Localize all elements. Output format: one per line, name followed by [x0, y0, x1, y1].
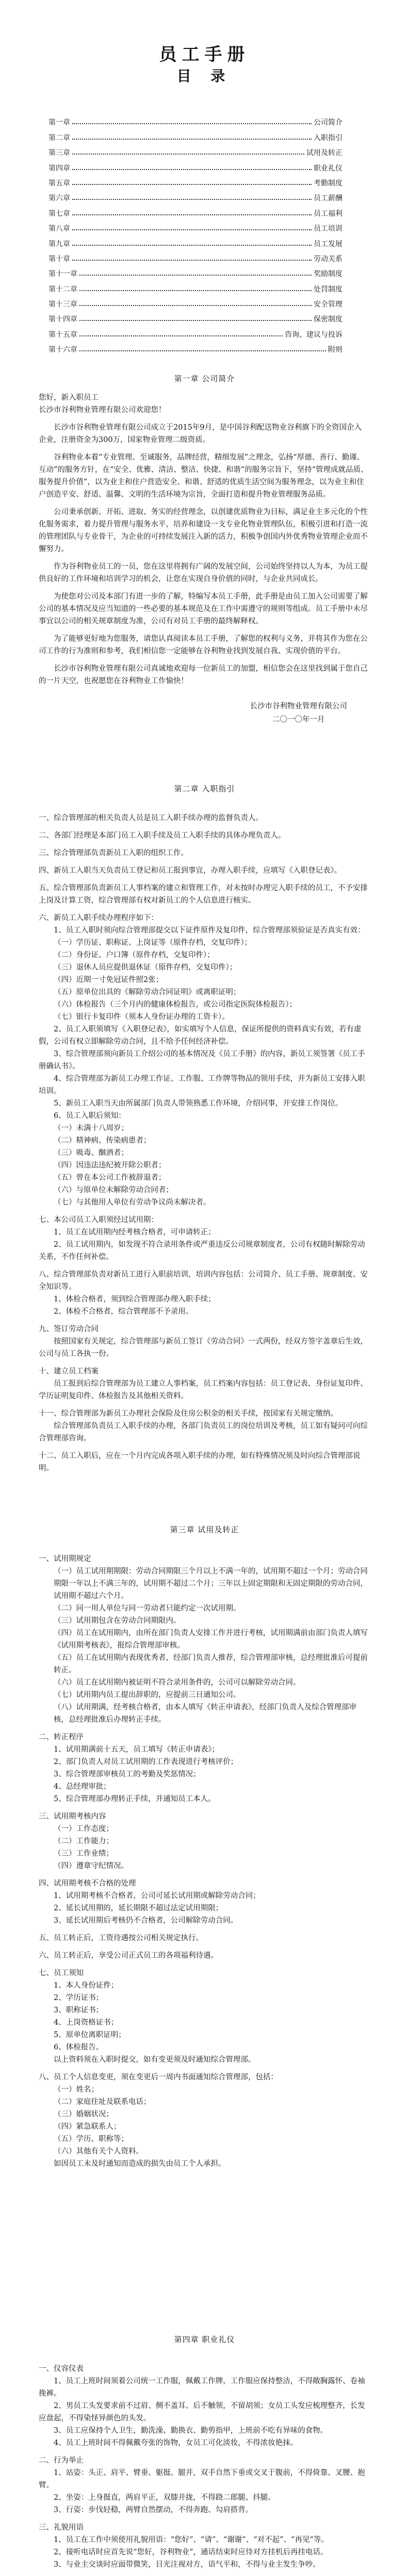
- toc-chapter-name: 处罚制度: [314, 285, 342, 294]
- body-line: （一）姓名；: [54, 2086, 99, 2094]
- paragraph: 为了能够更好地为您服务，请您认真阅读本员工手册，了解您的权利与义务，并将其作为您在公司工作的行为准则和参考，我们相信您一定能够在谷利物业找到发展自我、实现价值的平台。: [39, 635, 368, 655]
- paragraph: 为使您对公司及本部门有进一步的了解，特编写本员工手册，此手册是由员工加入公司需要了解公司的基本情况及应当知道的一些必要的基本规范及在工作中需遵守的规则等组成。员工手册中未尽事宜以公司的相关规章制度为准，公司有对员工手册的最终解释权。: [39, 592, 368, 625]
- toc-entry[interactable]: [48, 158, 342, 173]
- body-line: 2、男员工头发要求前不过眉、侧不盖耳、后不触领，不留胡须；女员工头发应梳理整齐，长发应盘起，不得染怪异颜色的头发。: [39, 2402, 365, 2422]
- toc-chapter-number: 第十四章: [48, 315, 77, 324]
- section-heading: 五、综合管理部负责新员工人事档案的建立和管理工作，对未按时办理完入职手续的员工，不予安排上岗及计算工资，综合管理部有权对新员工的个人信息进行核实。: [39, 884, 368, 905]
- toc-chapter-name: 安全管理: [314, 300, 342, 309]
- paragraph: 长沙市谷利物业管理有限公司成立于2015年9月，是中国谷利配送物业谷利旗下的全资国企入企业，注册资金为300万，国家物业管理二级资质。: [39, 423, 362, 444]
- toc-leader-dots: [72, 184, 312, 185]
- toc-chapter-number: 第十章: [48, 255, 70, 263]
- toc-chapter-number: 第十二章: [48, 285, 77, 294]
- section-heading: 五、员工转正后，工资待遇按公司相关规定执行。: [39, 1934, 203, 1942]
- body-line: （一）学历证、职称证、上岗证等（原件存档，交复印件）；: [54, 939, 252, 947]
- toc-chapter-name: 咨询、建议与投诉: [285, 330, 342, 339]
- toc-chapter-number: 第六章: [48, 194, 70, 203]
- body-line: 2、学历证书；: [54, 1994, 104, 2002]
- section-heading: 三、礼貌用语: [39, 2523, 84, 2532]
- body-line: 6、员工入职后须知：: [54, 1112, 126, 1120]
- body-line: 3、与业主交谈时应面带微笑，目光注视对方，语气平和，不得与业主发生争吵。: [54, 2561, 320, 2569]
- body-line: 3、综合管理部审核员工的考勤及奖惩情况；: [54, 1770, 201, 1778]
- body-line: 4、员工上班时间不得佩戴夸张的饰物，女员工可化淡妆，不得浓妆艳抹。: [54, 2439, 298, 2447]
- toc-entry[interactable]: [48, 233, 342, 248]
- body-line: 4、上岗资格证书；: [54, 2019, 119, 2027]
- section-heading: 三、综合管理部负责新员工入职的组织工作。: [39, 849, 188, 857]
- toc-title: 目 录: [176, 67, 233, 84]
- toc-entry[interactable]: [48, 249, 342, 264]
- body-line: 1、试用期考核不合格者，公司可延长试用期或解除劳动合同；: [54, 1892, 260, 1900]
- chapter-2-heading: 第二章 入职指引: [174, 784, 235, 793]
- toc-leader-dots: [79, 305, 312, 306]
- toc-chapter-name: 入职指引: [314, 133, 342, 142]
- body-line: （四）因违法违纪被开除公职者；: [54, 1161, 166, 1170]
- section-heading: 二、转正程序: [39, 1733, 84, 1741]
- toc-leader-dots: [79, 275, 312, 276]
- body-line: （二）精神病、传染病患者；: [54, 1137, 151, 1145]
- body-line: （三）试用期包含在劳动合同期限内。: [54, 1617, 181, 1625]
- toc-entry[interactable]: [48, 188, 342, 203]
- section-heading: 八、综合管理部负责对新员工进行入职前培训，培训内容包括：公司简介、员工手册、规章制度、安全知识等。: [39, 1270, 368, 1291]
- body-line: 3、综合管理部须向新员工介绍公司的基本情况及《员工手册》的内容，新员工须签署《员工手册确认书》。: [39, 1050, 365, 1071]
- welcome-line: 长沙市谷利物业管理有限公司欢迎您！: [39, 406, 166, 414]
- chapter-2-body: [39, 807, 369, 1475]
- section-heading: 三、试用期考核内容: [39, 1812, 106, 1821]
- chapter-4-heading: 第四章 职业礼仪: [174, 2335, 235, 2344]
- toc-leader-dots: [72, 245, 312, 246]
- toc-leader-dots: [72, 154, 304, 155]
- body-line: （三）吸毒、酗酒者；: [54, 1149, 128, 1157]
- toc-entry[interactable]: [48, 112, 342, 127]
- body-line: （一）未满十八周岁；: [54, 1124, 128, 1132]
- toc-entry[interactable]: [48, 264, 342, 279]
- body-line: （四）员工在试用期内，由所在部门负责人安排工作并进行考核，试用期满前由部门负责人填写《试用期考核表》，报综合管理部审核。: [54, 1629, 368, 1650]
- toc-leader-dots: [79, 320, 312, 321]
- body-line: （一）员工试用期期限：劳动合同期限三个月以上不满一年的，试用期不超过一个月；劳动合同期限一年以上不满三年的，试用期不超过二个月；三年以上固定期限和无固定期限的劳动合同，试用期不超过六个月。: [54, 1567, 368, 1600]
- body-line: （四）近期一寸免冠证件照2张；: [54, 976, 163, 984]
- toc-chapter-name: 员工薪酬: [314, 194, 342, 203]
- body-line: 以上资料须在入职时提交，如有变更须及时通知综合管理部。: [54, 2056, 256, 2064]
- toc-leader-dots: [72, 169, 312, 170]
- table-of-contents: [48, 112, 342, 354]
- toc-leader-dots: [72, 123, 312, 124]
- toc-chapter-number: 第十三章: [48, 300, 77, 309]
- chapter-3-heading: 第三章 试用及转正: [170, 1525, 239, 1534]
- toc-chapter-number: 第九章: [48, 240, 70, 248]
- body-line: （六）其他有关个人资料。: [54, 2147, 143, 2156]
- chapter-1-heading: 第一章 公司简介: [174, 374, 235, 383]
- sign-date: 二〇一〇年一月: [272, 716, 325, 724]
- body-line: 1、试用期满前十五天，员工填写《转正申请表》；: [54, 1745, 219, 1754]
- toc-entry[interactable]: [48, 173, 342, 188]
- document-title: 员工手册: [159, 44, 250, 65]
- body-line: 2、体检不合格者，综合管理部不予录用。: [54, 1308, 193, 1316]
- body-line: 3、延长试用期后考核仍不合格者，公司解除劳动合同。: [54, 1917, 238, 1925]
- toc-leader-dots: [72, 199, 312, 200]
- toc-leader-dots: [72, 214, 312, 215]
- greeting: 您好，新入职员工: [39, 394, 99, 402]
- body-line: （四）遵章守纪情况。: [54, 1862, 128, 1870]
- chapter-1-body: [39, 392, 369, 687]
- toc-chapter-number: 第一章: [48, 118, 70, 127]
- toc-chapter-number: 第二章: [48, 133, 70, 142]
- section-heading: 四、试用期考核不合格的处理: [39, 1879, 136, 1888]
- toc-chapter-number: 第十六章: [48, 346, 77, 354]
- body-line: 1、员工上班时间须着公司统一工作服，佩戴工作牌，工作服应保持整洁，不得敞胸露怀、卷袖挽裤。: [39, 2377, 365, 2398]
- body-line: 员工报到后综合管理部为员工建立人事档案，员工档案内容包括：员工登记表、身份证复印件、学历证明复印件、体检报告及其他相关资料。: [39, 1380, 368, 1400]
- body-line: （二）工作能力；: [54, 1837, 113, 1845]
- body-line: 6、体检报告。: [54, 2043, 104, 2052]
- section-heading: 十一、综合管理部为新员工办理社会保险及住房公积金的相关手续，按国家有关规定缴纳。: [39, 1410, 338, 1418]
- body-line: 1、员工在试用期内经考核合格者，可申请转正；: [54, 1228, 216, 1236]
- body-line: （五）学历、职称等；: [54, 2135, 128, 2143]
- section-heading: 二、行为举止: [39, 2456, 84, 2465]
- body-line: 2、员工入职须填写《入职登记表》，如实填写个人信息，保证所提供的资料真实有效，若有虚假，公司有权立即解除劳动合同，且不给予任何经济补偿。: [39, 1025, 362, 1046]
- body-line: （四）紧急联系人；: [54, 2123, 121, 2131]
- body-line: 2、部门负责人对员工试用期的工作表现进行考核评价；: [54, 1758, 238, 1766]
- body-line: （三）退休人员应提供退休证（原件存档，交复印件）；: [54, 963, 237, 972]
- body-line: 如因员工未及时通知而造成的损失由员工个人承担。: [54, 2160, 226, 2168]
- body-line: 3、员工应保持个人卫生，勤洗澡、勤换衣、勤剪指甲，上班前不吃有异味的食物。: [54, 2427, 328, 2435]
- section-heading: 九、签订劳动合同: [39, 1325, 99, 1333]
- body-line: 1、站姿：头正、肩平、臂垂、躯挺、腿并，双手自然下垂或交叉于腹前，不得倚靠、叉腰、抱臂。: [39, 2469, 365, 2489]
- toc-chapter-name: 员工福利: [314, 209, 342, 218]
- body-line: 1、员工入职时须向综合管理部提交以下证件原件及复印件，综合管理部须验证是否真实有效：: [54, 926, 365, 935]
- section-heading: 八、员工个人信息变更，须在变更后一周内书面通知综合管理部，包括：: [39, 2073, 278, 2081]
- body-line: （七）银行卡复印件（须本人身份证办理的工资卡）。: [54, 1013, 230, 1021]
- body-line: 2、员工试用期内，如发现不符合录用条件或严重违反公司规章制度者，公司有权随时解除劳动关系，不作任何补偿。: [39, 1241, 365, 1261]
- body-line: 1、本人身份证件；: [54, 1981, 119, 1990]
- body-line: 5、综合管理部办理转正手续，并通知员工本人。: [54, 1795, 216, 1803]
- body-line: 5、新员工入职当天由所属部门负责人带领熟悉工作环境，介绍同事，并安排工作岗位。: [54, 1099, 343, 1108]
- body-line: 4、综合管理部为新员工办理工作证、工作服、工作牌等物品的领用手续，并为新员工安排入职培训。: [39, 1075, 365, 1095]
- body-line: （二）家庭住址及联系电话；: [54, 2098, 151, 2106]
- toc-entry[interactable]: [48, 127, 342, 142]
- body-line: 综合管理部负责员工入职手续的办理，各部门负责员工的岗位培训及考核，员工如有疑问可向综合管理部咨询。: [39, 1422, 368, 1443]
- toc-entry[interactable]: [48, 203, 342, 218]
- section-heading: 一、综合管理部的相关负责人员是员工入职手续办理的监督负责人。: [39, 814, 263, 822]
- section-heading: 一、仪容仪表: [39, 2365, 84, 2373]
- body-line: 按照国家有关规定，综合管理部与新员工签订《劳动合同》一式两份，经双方签字盖章后生效，公司与员工各执一份。: [39, 1337, 368, 1358]
- body-line: 5、原单位离职证明；: [54, 2031, 126, 2039]
- body-line: （五）曾在本公司工作被辞退者；: [54, 1174, 166, 1182]
- toc-entry[interactable]: [48, 143, 342, 158]
- toc-chapter-name: 公司简介: [314, 118, 342, 127]
- toc-chapter-number: 第十一章: [48, 270, 77, 279]
- body-line: 2、延长试用期的，延长期限不超过法定试用期限；: [54, 1904, 223, 1912]
- body-line: （五）原单位出具的《解除劳动合同证明》或离职证明；: [54, 988, 241, 996]
- toc-chapter-name: 保密制度: [314, 315, 342, 324]
- toc-chapter-number: 第四章: [48, 164, 70, 173]
- section-heading: 十、建立员工档案: [39, 1367, 99, 1376]
- body-line: （七）试用期内员工提出辞职的，应提前三日通知公司。: [54, 1691, 241, 1699]
- sign-company: 长沙市谷利物业管理有限公司: [250, 702, 347, 710]
- body-line: （三）婚姻状况；: [54, 2110, 113, 2119]
- paragraph: 公司秉承创新、开拓、进取、务实的经营理念，以创建优质物业为目标，满足业主多元化的个性化服务需求，着力提升管理与服务水平，培养和建设一支专业化物业管理队伍，积极引进和打造一流的管理团队与专业骨干，为企业的可持续发展注入新的活力，积极争创国内外优秀物业管理企业而不懈努力。: [39, 508, 368, 553]
- section-heading: 六、新员工入职手续办理程序如下：: [39, 914, 158, 922]
- body-line: （八）试用期满，经考核合格者，由本人填写《转正申请表》，经部门负责人及综合管理部审核，总经理批准后办理转正手续。: [54, 1703, 357, 1724]
- body-line: 1、员工在工作中须使用礼貌用语：“您好”、“请”、“谢谢”、“对不起”、“再见”等。: [54, 2536, 329, 2544]
- body-line: （二）同一用人单位与同一劳动者只能约定一次试用期。: [54, 1604, 241, 1613]
- body-line: 1、体检合格者，须到综合管理部办理入职手续；: [54, 1295, 216, 1303]
- toc-leader-dots: [72, 260, 312, 261]
- toc-entry[interactable]: [48, 309, 342, 324]
- section-heading: 二、各部门经理是本部门员工入职手续及员工入职手续的具体办理负责人。: [39, 832, 286, 840]
- body-line: （六）体检报告（三个月内的健康体检报告，或公司指定医院体检报告）；: [54, 1001, 297, 1009]
- section-heading: 一、试用期规定: [39, 1555, 91, 1563]
- toc-chapter-number: 第八章: [48, 225, 70, 233]
- section-heading: 七、本公司员工入职须经过试用期：: [39, 1216, 158, 1224]
- toc-chapter-name: 员工培训: [314, 225, 342, 233]
- body-line: 3、职称证书；: [54, 2006, 104, 2014]
- toc-chapter-name: 试用及转正: [306, 149, 342, 158]
- toc-chapter-name: 员工发展: [314, 240, 342, 248]
- toc-chapter-number: 第十五章: [48, 330, 77, 339]
- paragraph: 作为谷利物业员工的一员，您在这里将拥有广阔的发展空间，公司始终坚持以人为本，为员工提供良好的工作环境和培训学习的机会，让您在实现自身价值的同时，与企业共同成长。: [39, 563, 368, 583]
- body-line: （一）工作态度；: [54, 1825, 113, 1833]
- section-heading: 七、员工须知: [39, 1969, 84, 1977]
- toc-entry[interactable]: [48, 294, 342, 309]
- toc-entry[interactable]: [48, 340, 342, 354]
- body-line: （六）员工在试用期内被证明不符合录用条件的，公司可以解除劳动合同。: [54, 1679, 301, 1687]
- body-line: 4、总经理审批；: [54, 1783, 111, 1791]
- paragraph: 谷利物业本着“专业管理、至诚服务，品牌经营，精细发展”之理念，弘扬“厚德、善行、勤谨、互动”的服务方针，在“安全、优雅、清洁、整洁、快捷、和谐”的服务宗旨下，坚持“管理成就品质、服务提升价值”，以为业主和住户营造安全、和谐、舒适的优质生活空间为服务理念，以为业主和住户创造平安、舒适、温馨、文明的生活环境为宗旨，全面打造和提升物业管理服务品质。: [39, 453, 368, 499]
- toc-chapter-number: 第七章: [48, 209, 70, 218]
- body-line: 2、接听电话时应首先说“您好，谷利物业”，通话结束时应待对方挂机后再挂电话。: [54, 2548, 328, 2556]
- body-line: （五）员工在试用期内表现优秀者，经部门负责人推荐，综合管理部审核，总经理批准后可提前转正。: [54, 1654, 368, 1674]
- toc-leader-dots: [79, 290, 312, 291]
- chapter-4-body: [39, 2358, 369, 2576]
- body-line: 2、坐姿：上身挺直，两肩平正，双膝并拢，不得跷二郎腿、抖腿。: [54, 2494, 275, 2502]
- toc-leader-dots: [79, 350, 326, 351]
- toc-chapter-name: 奖励制度: [314, 270, 342, 279]
- toc-chapter-number: 第五章: [48, 179, 70, 188]
- signature-block: [250, 700, 348, 726]
- toc-chapter-name: 劳动关系: [314, 255, 342, 263]
- toc-entry[interactable]: [48, 218, 342, 233]
- body-line: （三）工作业绩；: [54, 1850, 113, 1858]
- toc-entry[interactable]: [48, 324, 342, 339]
- section-heading: 四、新员工入职当天负责员工登记和员工报到事宜，办理入职手续，应填写《入职登记表》。: [39, 867, 342, 875]
- toc-leader-dots: [72, 139, 312, 140]
- toc-chapter-name: 职业礼仪: [314, 164, 342, 173]
- toc-chapter-number: 第三章: [48, 149, 70, 158]
- chapter-3-body: [39, 1548, 369, 2170]
- toc-chapter-name: 考勤制度: [314, 179, 342, 188]
- body-line: （六）与原单位未解除劳动合同者；: [54, 1186, 173, 1194]
- body-line: （二）身份证、户口簿（原件存档，交复印件）；: [54, 951, 215, 959]
- body-line: （七）与其他用人单位有劳动争议尚未解决者。: [54, 1198, 211, 1207]
- body-line: 3、行姿：步伐轻稳，两臂自然摆动，不得奔跑、勾肩搭背。: [54, 2506, 253, 2514]
- toc-chapter-name: 附则: [328, 346, 342, 354]
- toc-entry[interactable]: [48, 279, 342, 294]
- paragraph: 长沙市谷利物业管理有限公司真诚地欢迎每一位新员工的加盟，相信您会在这里找到属于您自己的一片天空，也祝愿您在谷利物业工作愉快！: [39, 665, 368, 685]
- section-heading: 六、员工转正后，享受公司正式员工的各项福利待遇。: [39, 1952, 218, 1960]
- toc-leader-dots: [79, 335, 283, 336]
- section-heading: 十二、员工入职后，应在一个月内完成各项入职手续的办理，如有特殊情况须及时向综合管理部说明。: [39, 1452, 361, 1472]
- toc-leader-dots: [72, 229, 312, 230]
